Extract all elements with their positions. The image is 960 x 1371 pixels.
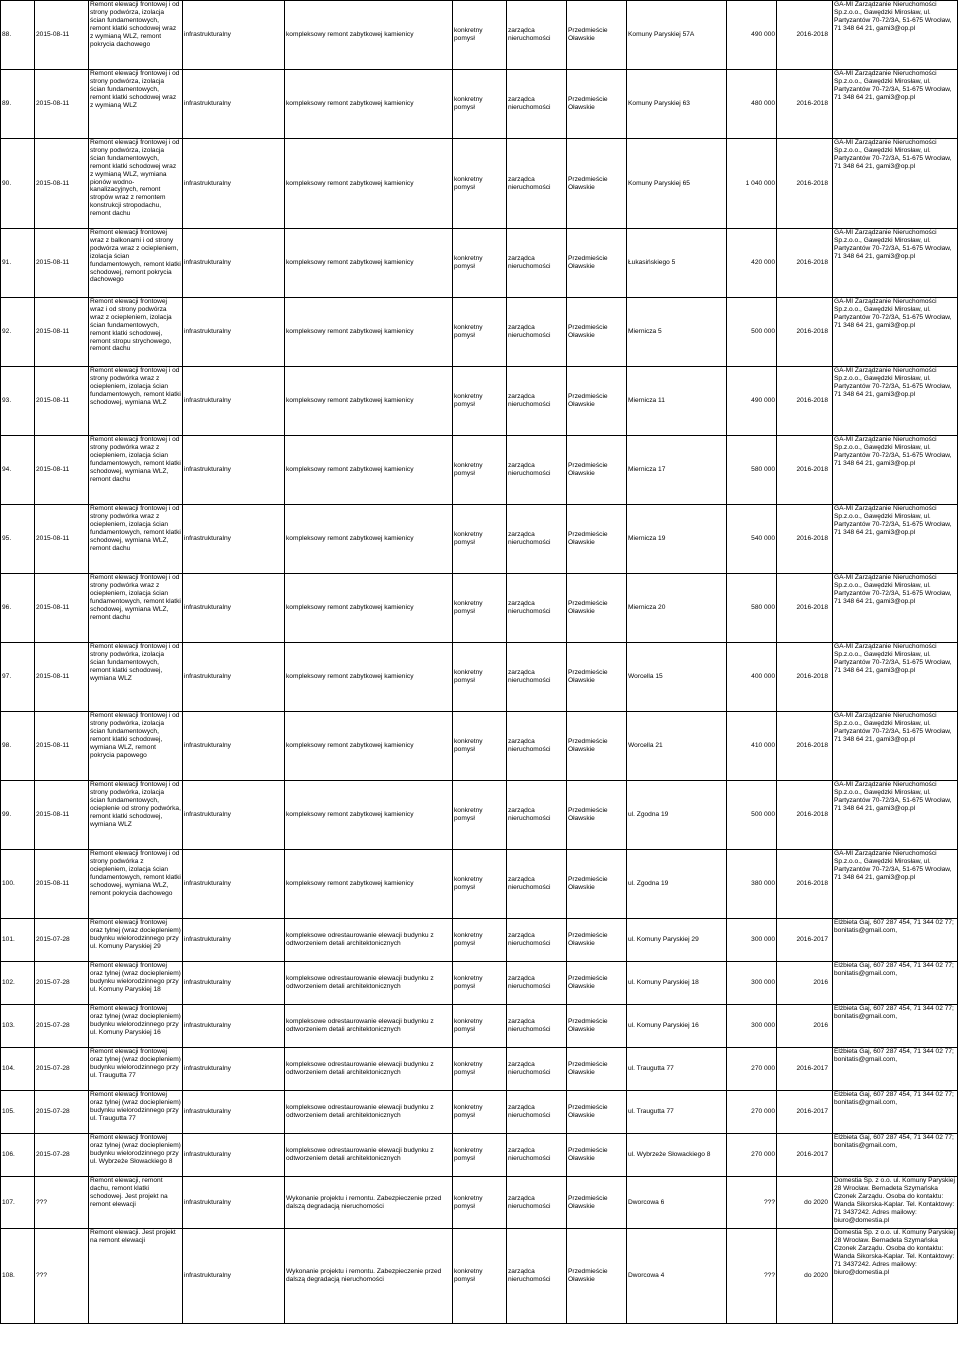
row-contact: Elżbieta Gaj, 607 287 454, 71 344 02 77; bonitatis@gmail.com, xyxy=(833,1048,958,1091)
row-description: Remont elewacji frontowej i od strony podwórka, izolacja ścian fundamentowych, remont klatki schodowej, wymiana WLZ, remont pokrycia papowego xyxy=(89,712,183,781)
row-idea-status: konkretny pomysł xyxy=(453,436,507,505)
row-number: 93. xyxy=(1,367,35,436)
row-date: 2015-08-11 xyxy=(35,643,89,712)
row-cost: ??? xyxy=(727,1229,777,1324)
row-description: Remont elewacji frontowej i od strony podwórza, izolacja ścian fundamentowych, remont klatki schodowej wraz z wymianą WLZ xyxy=(89,70,183,139)
row-timeline: 2016-2017 xyxy=(777,1048,833,1091)
row-type: infrastrukturalny xyxy=(183,850,285,919)
row-address: Łukasińskiego 5 xyxy=(627,229,727,298)
row-date: 2015-08-11 xyxy=(35,850,89,919)
row-scope: kompleksowe odrestaurowanie elewacji budynku z odtworzeniem detali architektonicznych xyxy=(285,1134,453,1177)
row-district: Przedmieście Oławskie xyxy=(567,781,627,850)
row-contact: GA-MI Zarządzanie Nieruchomości Sp.z.o.o., Gawędzki Mirosław, ul. Partyzantów 70-72/3A, 51-675 Wrocław, 71 348 64 21, gami3@op.pl xyxy=(833,70,958,139)
row-address: ul. Komuny Paryskiej 18 xyxy=(627,962,727,1005)
row-owner: zarządca nieruchomości xyxy=(507,505,567,574)
table-row xyxy=(1,367,958,436)
row-contact: GA-MI Zarządzanie Nieruchomości Sp.z.o.o., Gawędzki Mirosław, ul. Partyzantów 70-72/3A, 51-675 Wrocław, 71 348 64 21, gami3@op.pl xyxy=(833,712,958,781)
row-cost: 270 000 xyxy=(727,1134,777,1177)
row-number: 94. xyxy=(1,436,35,505)
row-timeline: 2016-2018 xyxy=(777,643,833,712)
row-district: Przedmieście Oławskie xyxy=(567,139,627,229)
row-type: infrastrukturalny xyxy=(183,919,285,962)
table-row xyxy=(1,919,958,962)
row-type: infrastrukturalny xyxy=(183,781,285,850)
row-contact: GA-MI Zarządzanie Nieruchomości Sp.z.o.o., Gawędzki Mirosław, ul. Partyzantów 70-72/3A, 51-675 Wrocław, 71 348 64 21, gami3@op.pl xyxy=(833,298,958,367)
row-date: 2015-08-11 xyxy=(35,367,89,436)
row-timeline: 2016-2018 xyxy=(777,781,833,850)
row-description: Remont elewacji frontowej oraz tylnej (wraz dociepleniem) budynku wielorodzinnego przy ul. Komuny Paryskiej 29 xyxy=(89,919,183,962)
row-description: Remont elewacji frontowej i od strony podwórka wraz z ociepleniem, izolacja ścian fundamentowych, remont klatki schodowej, wymiana WLZ, remont dachu xyxy=(89,505,183,574)
row-cost: 1 040 000 xyxy=(727,139,777,229)
row-description: Remont elewacji frontowej i od strony podwórka, izolacja ścian fundamentowych, ocieplenie od strony podwórka, remont klatki schodowej, wymiana WLZ xyxy=(89,781,183,850)
row-scope: kompleksowy remont zabytkowej kamienicy xyxy=(285,1,453,70)
row-date: 2015-08-11 xyxy=(35,781,89,850)
row-timeline: do 2020 xyxy=(777,1177,833,1229)
row-contact: GA-MI Zarządzanie Nieruchomości Sp.z.o.o., Gawędzki Mirosław, ul. Partyzantów 70-72/3A, 51-675 Wrocław, 71 348 64 21, gami3@op.pl xyxy=(833,643,958,712)
row-timeline: 2016-2018 xyxy=(777,367,833,436)
row-cost: 580 000 xyxy=(727,574,777,643)
row-district: Przedmieście Oławskie xyxy=(567,850,627,919)
row-type: infrastrukturalny xyxy=(183,712,285,781)
row-cost: 410 000 xyxy=(727,712,777,781)
table-row xyxy=(1,1,958,70)
row-idea-status: konkretny pomysł xyxy=(453,505,507,574)
row-timeline: 2016-2018 xyxy=(777,229,833,298)
row-contact: GA-MI Zarządzanie Nieruchomości Sp.z.o.o., Gawędzki Mirosław, ul. Partyzantów 70-72/3A, 51-675 Wrocław, 71 348 64 21, gami3@op.pl xyxy=(833,139,958,229)
row-scope: kompleksowy remont zabytkowej kamienicy xyxy=(285,139,453,229)
row-scope: kompleksowe odrestaurowanie elewacji budynku z odtworzeniem detali architektonicznych xyxy=(285,1005,453,1048)
row-number: 96. xyxy=(1,574,35,643)
row-description: Remont elewacji frontowej oraz tylnej (wraz dociepleniem) budynku wielorodzinnego przy ul. Traugutta 77 xyxy=(89,1048,183,1091)
row-type: infrastrukturalny xyxy=(183,1048,285,1091)
row-type: infrastrukturalny xyxy=(183,1229,285,1324)
row-timeline: 2016-2018 xyxy=(777,70,833,139)
row-address: Dworcowa 6 xyxy=(627,1177,727,1229)
row-date: 2015-08-11 xyxy=(35,712,89,781)
row-idea-status: konkretny pomysł xyxy=(453,643,507,712)
row-number: 103. xyxy=(1,1005,35,1048)
table-body xyxy=(1,1,958,1324)
row-owner: zarządca nieruchomości xyxy=(507,1177,567,1229)
row-contact: GA-MI Zarządzanie Nieruchomości Sp.z.o.o., Gawędzki Mirosław, ul. Partyzantów 70-72/3A, 51-675 Wrocław, 71 348 64 21, gami3@op.pl xyxy=(833,850,958,919)
row-idea-status: konkretny pomysł xyxy=(453,1134,507,1177)
row-number: 102. xyxy=(1,962,35,1005)
table-row xyxy=(1,574,958,643)
row-contact: GA-MI Zarządzanie Nieruchomości Sp.z.o.o., Gawędzki Mirosław, ul. Partyzantów 70-72/3A, 51-675 Wrocław, 71 348 64 21, gami3@op.pl xyxy=(833,574,958,643)
row-scope: kompleksowy remont zabytkowej kamienicy xyxy=(285,781,453,850)
row-idea-status: konkretny pomysł xyxy=(453,229,507,298)
row-timeline: 2016-2017 xyxy=(777,919,833,962)
row-district: Przedmieście Oławskie xyxy=(567,1091,627,1134)
row-owner: zarządca nieruchomości xyxy=(507,643,567,712)
row-contact: Elżbieta Gaj, 607 287 454, 71 344 02 77; bonitatis@gmail.com, xyxy=(833,1005,958,1048)
row-idea-status: konkretny pomysł xyxy=(453,1048,507,1091)
row-type: infrastrukturalny xyxy=(183,1091,285,1134)
row-address: ul. Wybrzeże Słowackiego 8 xyxy=(627,1134,727,1177)
row-timeline: 2016-2018 xyxy=(777,298,833,367)
row-idea-status: konkretny pomysł xyxy=(453,1177,507,1229)
row-idea-status: konkretny pomysł xyxy=(453,850,507,919)
row-timeline: 2016 xyxy=(777,1005,833,1048)
row-date: ??? xyxy=(35,1177,89,1229)
row-scope: kompleksowy remont zabytkowej kamienicy xyxy=(285,436,453,505)
row-owner: zarządca nieruchomości xyxy=(507,712,567,781)
row-owner: zarządca nieruchomości xyxy=(507,850,567,919)
row-address: ul. Zgodna 19 xyxy=(627,781,727,850)
table-row xyxy=(1,962,958,1005)
row-owner: zarządca nieruchomości xyxy=(507,70,567,139)
row-district: Przedmieście Oławskie xyxy=(567,962,627,1005)
row-contact: Elżbieta Gaj, 607 287 454, 71 344 02 77; bonitatis@gmail.com, xyxy=(833,1134,958,1177)
row-owner: zarządca nieruchomości xyxy=(507,367,567,436)
row-timeline: 2016 xyxy=(777,962,833,1005)
row-type: infrastrukturalny xyxy=(183,505,285,574)
row-owner: zarządca nieruchomości xyxy=(507,919,567,962)
row-scope: kompleksowy remont zabytkowej kamienicy xyxy=(285,70,453,139)
table-row xyxy=(1,850,958,919)
row-timeline: 2016-2018 xyxy=(777,139,833,229)
row-owner: zarządca nieruchomości xyxy=(507,139,567,229)
row-timeline: 2016-2018 xyxy=(777,505,833,574)
row-owner: zarządca nieruchomości xyxy=(507,298,567,367)
row-scope: kompleksowe odrestaurowanie elewacji budynku z odtworzeniem detali architektonicznych xyxy=(285,962,453,1005)
row-idea-status: konkretny pomysł xyxy=(453,298,507,367)
table-row xyxy=(1,643,958,712)
row-type: infrastrukturalny xyxy=(183,139,285,229)
row-district: Przedmieście Oławskie xyxy=(567,1005,627,1048)
row-cost: 480 000 xyxy=(727,70,777,139)
row-type: infrastrukturalny xyxy=(183,1,285,70)
row-district: Przedmieście Oławskie xyxy=(567,70,627,139)
row-type: infrastrukturalny xyxy=(183,1177,285,1229)
row-description: Remont elewacji frontowej i od strony podwórka wraz z ociepleniem, izolacja ścian fundamentowych, remont klatki schodowej, wymiana WLZ, remont dachu xyxy=(89,436,183,505)
row-number: 105. xyxy=(1,1091,35,1134)
row-idea-status: konkretny pomysł xyxy=(453,574,507,643)
row-idea-status: konkretny pomysł xyxy=(453,712,507,781)
row-number: 97. xyxy=(1,643,35,712)
row-address: ul. Komuny Paryskiej 16 xyxy=(627,1005,727,1048)
row-scope: kompleksowy remont zabytkowej kamienicy xyxy=(285,505,453,574)
row-timeline: 2016-2018 xyxy=(777,1,833,70)
row-idea-status: konkretny pomysł xyxy=(453,1229,507,1324)
row-cost: 420 000 xyxy=(727,229,777,298)
table-row xyxy=(1,1091,958,1134)
row-owner: zarządca nieruchomości xyxy=(507,1,567,70)
row-scope: Wykonanie projektu i remontu. Zabezpieczenie przed dalszą degradacją nieruchomości xyxy=(285,1229,453,1324)
row-timeline: do 2020 xyxy=(777,1229,833,1324)
row-address: Dworcowa 4 xyxy=(627,1229,727,1324)
row-owner: zarządca nieruchomości xyxy=(507,1048,567,1091)
row-cost: 380 000 xyxy=(727,850,777,919)
row-number: 108. xyxy=(1,1229,35,1324)
row-contact: GA-MI Zarządzanie Nieruchomości Sp.z.o.o., Gawędzki Mirosław, ul. Partyzantów 70-72/3A, 51-675 Wrocław, 71 348 64 21, gami3@op.pl xyxy=(833,367,958,436)
row-address: ul. Zgodna 19 xyxy=(627,850,727,919)
row-district: Przedmieście Oławskie xyxy=(567,367,627,436)
row-type: infrastrukturalny xyxy=(183,643,285,712)
row-date: 2015-08-11 xyxy=(35,505,89,574)
row-scope: kompleksowe odrestaurowanie elewacji budynku z odtworzeniem detali architektonicznych xyxy=(285,919,453,962)
row-cost: ??? xyxy=(727,1177,777,1229)
table-row xyxy=(1,1177,958,1229)
row-type: infrastrukturalny xyxy=(183,574,285,643)
row-owner: zarządca nieruchomości xyxy=(507,1005,567,1048)
row-scope: kompleksowe odrestaurowanie elewacji budynku z odtworzeniem detali architektonicznych xyxy=(285,1091,453,1134)
row-idea-status: konkretny pomysł xyxy=(453,781,507,850)
row-district: Przedmieście Oławskie xyxy=(567,298,627,367)
row-scope: kompleksowy remont zabytkowej kamienicy xyxy=(285,643,453,712)
row-date: 2015-07-28 xyxy=(35,1091,89,1134)
row-idea-status: konkretny pomysł xyxy=(453,367,507,436)
row-scope: kompleksowy remont zabytkowej kamienicy xyxy=(285,298,453,367)
row-type: infrastrukturalny xyxy=(183,1134,285,1177)
row-date: 2015-08-11 xyxy=(35,229,89,298)
row-address: Miernicza 20 xyxy=(627,574,727,643)
row-address: ul. Traugutta 77 xyxy=(627,1048,727,1091)
row-date: ??? xyxy=(35,1229,89,1324)
row-description: Remont elewacji, remont dachu, remont klatki schodowej. Jest projekt na remont elewacji xyxy=(89,1177,183,1229)
row-description: Remont elewacji frontowej oraz tylnej (wraz dociepleniem) budynku wielorodzinnego przy ul. Traugutta 77 xyxy=(89,1091,183,1134)
row-date: 2015-07-28 xyxy=(35,919,89,962)
row-cost: 300 000 xyxy=(727,919,777,962)
row-date: 2015-08-11 xyxy=(35,298,89,367)
row-description: Remont elewacji frontowej oraz tylnej (wraz dociepleniem) budynku wielorodzinnego przy ul. Komuny Paryskiej 16 xyxy=(89,1005,183,1048)
row-type: infrastrukturalny xyxy=(183,70,285,139)
row-scope: kompleksowe odrestaurowanie elewacji budynku z odtworzeniem detali architektonicznych xyxy=(285,1048,453,1091)
table-row xyxy=(1,781,958,850)
row-address: ul. Traugutta 77 xyxy=(627,1091,727,1134)
table-row xyxy=(1,505,958,574)
row-address: ul. Komuny Paryskiej 29 xyxy=(627,919,727,962)
table-row xyxy=(1,229,958,298)
row-owner: zarządca nieruchomości xyxy=(507,229,567,298)
row-owner: zarządca nieruchomości xyxy=(507,781,567,850)
row-owner: zarządca nieruchomości xyxy=(507,1229,567,1324)
row-contact: GA-MI Zarządzanie Nieruchomości Sp.z.o.o., Gawędzki Mirosław, ul. Partyzantów 70-72/3A, 51-675 Wrocław, 71 348 64 21, gami3@op.pl xyxy=(833,505,958,574)
row-description: Remont elewacji frontowej i od strony podwórka z ociepleniem, izolacja ścian fundamentowych, remont klatki schodowej, wymiana WLZ, remont pokrycia dachowego xyxy=(89,850,183,919)
row-number: 101. xyxy=(1,919,35,962)
row-district: Przedmieście Oławskie xyxy=(567,1177,627,1229)
row-cost: 400 000 xyxy=(727,643,777,712)
row-contact: Elżbieta Gaj, 607 287 454, 71 344 02 77; bonitatis@gmail.com, xyxy=(833,919,958,962)
row-address: Miernicza 11 xyxy=(627,367,727,436)
row-number: 100. xyxy=(1,850,35,919)
row-date: 2015-08-11 xyxy=(35,436,89,505)
row-contact: GA-MI Zarządzanie Nieruchomości Sp.z.o.o., Gawędzki Mirosław, ul. Partyzantów 70-72/3A, 51-675 Wrocław, 71 348 64 21, gami3@op.pl xyxy=(833,1,958,70)
table-row xyxy=(1,1134,958,1177)
row-district: Przedmieście Oławskie xyxy=(567,574,627,643)
row-contact: GA-MI Zarządzanie Nieruchomości Sp.z.o.o., Gawędzki Mirosław, ul. Partyzantów 70-72/3A, 51-675 Wrocław, 71 348 64 21, gami3@op.pl xyxy=(833,229,958,298)
row-contact: Elżbieta Gaj, 607 287 454, 71 344 02 77; bonitatis@gmail.com, xyxy=(833,962,958,1005)
row-scope: kompleksowy remont zabytkowej kamienicy xyxy=(285,367,453,436)
row-idea-status: konkretny pomysł xyxy=(453,919,507,962)
row-number: 99. xyxy=(1,781,35,850)
row-date: 2015-07-28 xyxy=(35,1005,89,1048)
table-row xyxy=(1,70,958,139)
row-timeline: 2016-2017 xyxy=(777,1134,833,1177)
row-date: 2015-08-11 xyxy=(35,574,89,643)
row-number: 95. xyxy=(1,505,35,574)
row-contact: GA-MI Zarządzanie Nieruchomości Sp.z.o.o., Gawędzki Mirosław, ul. Partyzantów 70-72/3A, 51-675 Wrocław, 71 348 64 21, gami3@op.pl xyxy=(833,436,958,505)
row-timeline: 2016-2017 xyxy=(777,1091,833,1134)
row-number: 92. xyxy=(1,298,35,367)
row-description: Remont elewacji. Jest projekt na remont elewacji xyxy=(89,1229,183,1324)
table-row xyxy=(1,298,958,367)
row-idea-status: konkretny pomysł xyxy=(453,1,507,70)
row-contact: GA-MI Zarządzanie Nieruchomości Sp.z.o.o., Gawędzki Mirosław, ul. Partyzantów 70-72/3A, 51-675 Wrocław, 71 348 64 21, gami3@op.pl xyxy=(833,781,958,850)
row-number: 98. xyxy=(1,712,35,781)
row-owner: zarządca nieruchomości xyxy=(507,962,567,1005)
row-cost: 490 000 xyxy=(727,1,777,70)
row-owner: zarządca nieruchomości xyxy=(507,1134,567,1177)
row-address: Miernicza 19 xyxy=(627,505,727,574)
row-scope: kompleksowy remont zabytkowej kamienicy xyxy=(285,850,453,919)
row-scope: kompleksowy remont zabytkowej kamienicy xyxy=(285,712,453,781)
row-timeline: 2016-2018 xyxy=(777,850,833,919)
row-address: Worcella 21 xyxy=(627,712,727,781)
table-row xyxy=(1,1229,958,1324)
row-district: Przedmieście Oławskie xyxy=(567,1,627,70)
row-timeline: 2016-2018 xyxy=(777,436,833,505)
row-timeline: 2016-2018 xyxy=(777,574,833,643)
row-contact: Domestia Sp. z o.o. ul. Komuny Paryskiej 28 Wrocław. Bernadeta Szymańska Czonek Zarządu. Osoba do kontaktu: Wanda Sikorska-Kaplar. Tel. Kontaktowy: 71 3437242. Adres mailowy: biuro@domestia.pl xyxy=(833,1177,958,1229)
table-row xyxy=(1,1005,958,1048)
row-date: 2015-07-28 xyxy=(35,1048,89,1091)
row-number: 89. xyxy=(1,70,35,139)
row-type: infrastrukturalny xyxy=(183,298,285,367)
row-type: infrastrukturalny xyxy=(183,436,285,505)
row-idea-status: konkretny pomysł xyxy=(453,139,507,229)
row-address: Komuny Paryskiej 65 xyxy=(627,139,727,229)
row-type: infrastrukturalny xyxy=(183,367,285,436)
table-row xyxy=(1,436,958,505)
row-address: Miernicza 5 xyxy=(627,298,727,367)
table-row xyxy=(1,1048,958,1091)
row-idea-status: konkretny pomysł xyxy=(453,1091,507,1134)
row-number: 104. xyxy=(1,1048,35,1091)
row-number: 91. xyxy=(1,229,35,298)
row-contact: Elżbieta Gaj, 607 287 454, 71 344 02 77; bonitatis@gmail.com, xyxy=(833,1091,958,1134)
row-address: Komuny Paryskiej 63 xyxy=(627,70,727,139)
row-cost: 500 000 xyxy=(727,781,777,850)
row-description: Remont elewacji frontowej wraz i od strony podwórza wraz z ociepleniem, izolacja ścian fundamentowych, remont klatki schodowej, remont stropu strychowego, remont dachu xyxy=(89,298,183,367)
row-date: 2015-08-11 xyxy=(35,70,89,139)
row-cost: 270 000 xyxy=(727,1091,777,1134)
row-district: Przedmieście Oławskie xyxy=(567,436,627,505)
row-owner: zarządca nieruchomości xyxy=(507,1091,567,1134)
row-description: Remont elewacji frontowej i od strony podwórka wraz z ociepleniem, izolacja ścian fundamentowych, remont klatki schodowej, wymiana WLZ xyxy=(89,367,183,436)
row-district: Przedmieście Oławskie xyxy=(567,712,627,781)
row-cost: 300 000 xyxy=(727,962,777,1005)
row-type: infrastrukturalny xyxy=(183,229,285,298)
row-description: Remont elewacji frontowej oraz tylnej (wraz dociepleniem) budynku wielorodzinnego przy ul. Komuny Paryskiej 18 xyxy=(89,962,183,1005)
row-date: 2015-07-28 xyxy=(35,962,89,1005)
row-scope: kompleksowy remont zabytkowej kamienicy xyxy=(285,574,453,643)
row-district: Przedmieście Oławskie xyxy=(567,1134,627,1177)
row-address: Miernicza 17 xyxy=(627,436,727,505)
row-scope: Wykonanie projektu i remontu. Zabezpieczenie przed dalszą degradacją nieruchomości xyxy=(285,1177,453,1229)
row-number: 106. xyxy=(1,1134,35,1177)
row-cost: 500 000 xyxy=(727,298,777,367)
row-date: 2015-08-11 xyxy=(35,1,89,70)
row-district: Przedmieście Oławskie xyxy=(567,643,627,712)
row-cost: 300 000 xyxy=(727,1005,777,1048)
table-row xyxy=(1,712,958,781)
row-type: infrastrukturalny xyxy=(183,1005,285,1048)
row-number: 107. xyxy=(1,1177,35,1229)
row-address: Worcella 15 xyxy=(627,643,727,712)
row-district: Przedmieście Oławskie xyxy=(567,505,627,574)
row-address: Komuny Paryskiej 57A xyxy=(627,1,727,70)
row-date: 2015-08-11 xyxy=(35,139,89,229)
row-description: Remont elewacji frontowej i od strony podwórza, izolacja ścian fundamentowych, remont klatki schodowej wraz z wymianą WLZ, remont pokrycia dachowego xyxy=(89,1,183,70)
row-description: Remont elewacji frontowej i od strony podwórka wraz z ociepleniem, izolacja ścian fundamentowych, remont klatki schodowej, wymiana WLZ, remont dachu xyxy=(89,574,183,643)
row-date: 2015-07-28 xyxy=(35,1134,89,1177)
row-district: Przedmieście Oławskie xyxy=(567,1048,627,1091)
row-contact: Domestia Sp. z o.o. ul. Komuny Paryskiej 28 Wrocław. Bernadeta Szymańska Czonek Zarządu. Osoba do kontaktu: Wanda Sikorska-Kaplar. Tel. Kontaktowy: 71 3437242. Adres mailowy: biuro@domestia.pl xyxy=(833,1229,958,1324)
row-district: Przedmieście Oławskie xyxy=(567,1229,627,1324)
row-description: Remont elewacji frontowej oraz tylnej (wraz dociepleniem) budynku wielorodzinnego przy ul. Wybrzeże Słowackiego 8 xyxy=(89,1134,183,1177)
row-description: Remont elewacji frontowej i od strony podwórka, izolacja ścian fundamentowych, remont klatki schodowej, wymiana WLZ xyxy=(89,643,183,712)
row-scope: kompleksowy remont zabytkowej kamienicy xyxy=(285,229,453,298)
row-owner: zarządca nieruchomości xyxy=(507,436,567,505)
row-type: infrastrukturalny xyxy=(183,962,285,1005)
row-idea-status: konkretny pomysł xyxy=(453,70,507,139)
row-district: Przedmieście Oławskie xyxy=(567,919,627,962)
row-cost: 540 000 xyxy=(727,505,777,574)
row-owner: zarządca nieruchomości xyxy=(507,574,567,643)
row-timeline: 2016-2018 xyxy=(777,712,833,781)
row-cost: 270 000 xyxy=(727,1048,777,1091)
table-row xyxy=(1,139,958,229)
row-district: Przedmieście Oławskie xyxy=(567,229,627,298)
row-cost: 490 000 xyxy=(727,367,777,436)
row-number: 88. xyxy=(1,1,35,70)
row-description: Remont elewacji frontowej i od strony podwórza, izolacja ścian fundamentowych, remont klatki schodowej wraz z wymianą WLZ, wymiana pionów wodno-kanalizacyjnych, remont stropów wraz z remontem konstrukcji stropodachu, remont dachu xyxy=(89,139,183,229)
row-idea-status: konkretny pomysł xyxy=(453,962,507,1005)
row-description: Remont elewacji frontowej wraz z balkonami i od strony podwórza wraz z ociepleniem, izolacja ścian fundamentowych, remont klatki schodowej, remont pokrycia dachowego xyxy=(89,229,183,298)
row-idea-status: konkretny pomysł xyxy=(453,1005,507,1048)
row-cost: 580 000 xyxy=(727,436,777,505)
row-number: 90. xyxy=(1,139,35,229)
